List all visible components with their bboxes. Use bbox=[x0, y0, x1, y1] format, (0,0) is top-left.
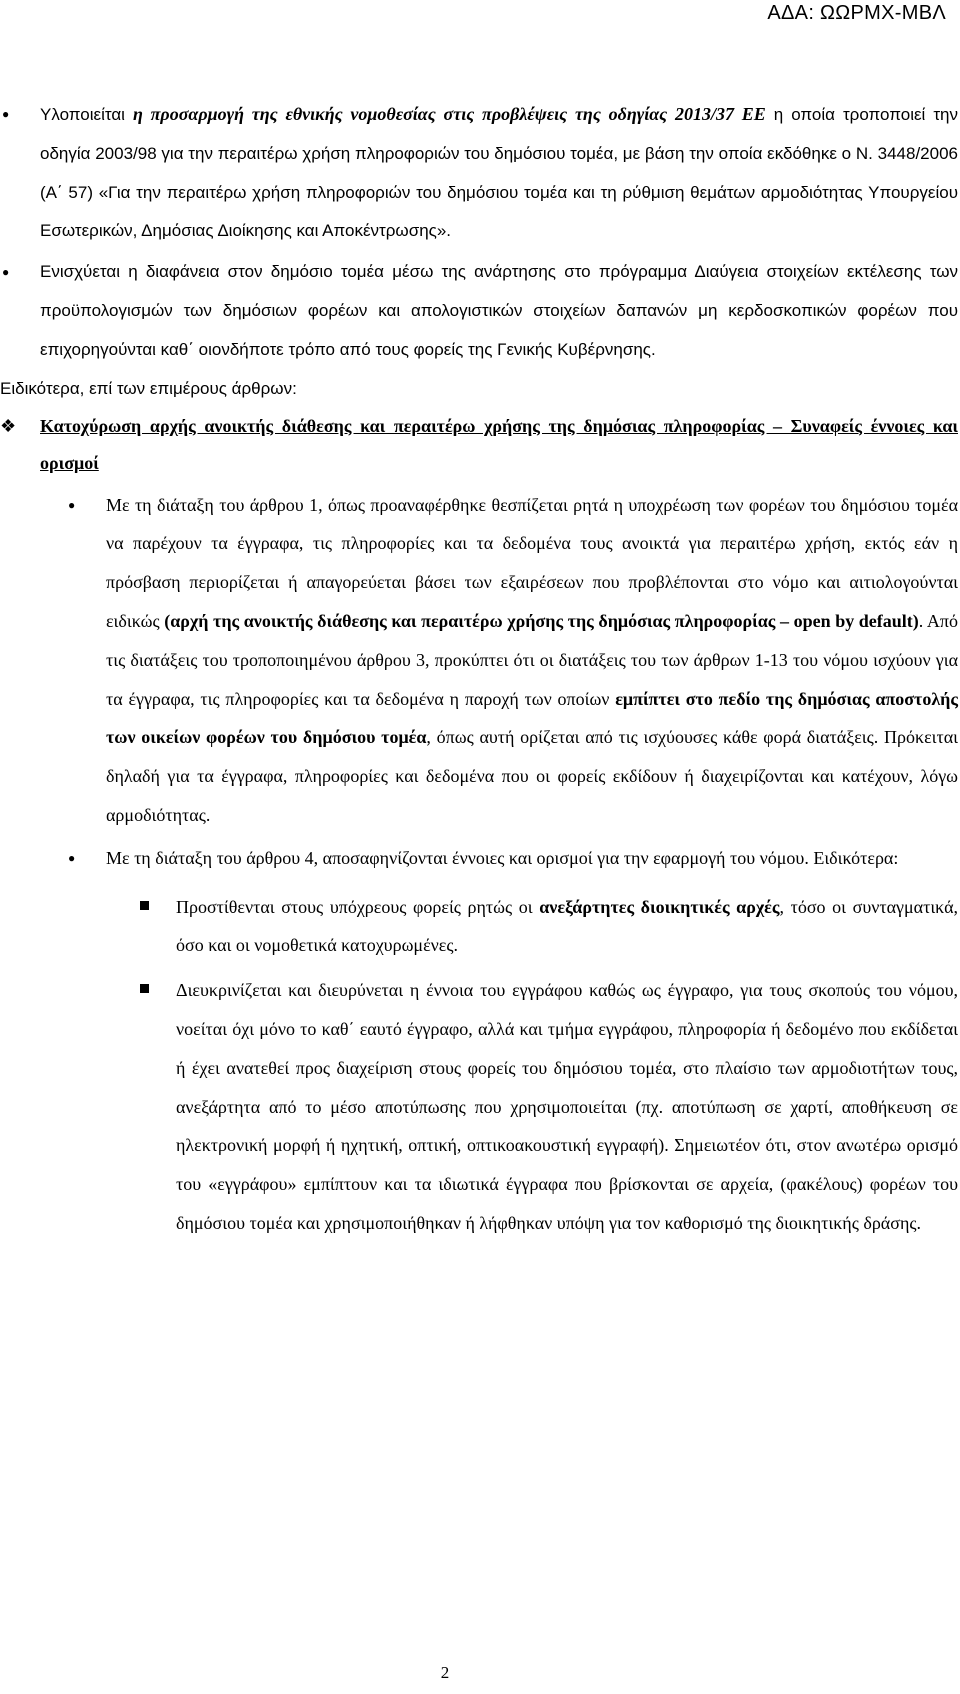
top-bullet-list bbox=[0, 95, 958, 370]
intro-text: Ειδικότερα, επί των επιμέρους άρθρων: bbox=[0, 378, 297, 398]
document-code: ΑΔΑ: ΩΩΡΜΧ-ΜΒΛ bbox=[767, 2, 946, 24]
article-bullet-list bbox=[0, 486, 958, 878]
list-item: Προστίθενται στους υπόχρεους φορείς ρητώς οι ανεξάρτητες διοικητικές αρχές, τόσο οι συνταγματικά, όσο και οι νομοθετικά κατοχυρωμένες. bbox=[0, 888, 958, 966]
bullet-dot-icon: ● bbox=[68, 850, 76, 865]
list-item: ● Υλοποιείται η προσαρμογή της εθνικής νομοθεσίας στις προβλέψεις της οδηγίας 2013/37 ΕΕ η οποία τροποποιεί την οδηγία 2003/98 για την περαιτέρω χρήση πληροφοριών του δημόσιου τομέα, με βάση την οποία εκδόθηκε ο Ν. 3448/2006 (Α΄ 57) «Για την περαιτέρω χρήση πληροφοριών του δημόσιου τομέα και τη ρύθμιση θεμάτων αρμοδιότητας Υπουργείου Εσωτερικών, Δημόσιας Διοίκησης και Αποκέντρωσης». bbox=[0, 95, 958, 251]
list-item: ● Με τη διάταξη του άρθρου 1, όπως προαναφέρθηκε θεσπίζεται ρητά η υποχρέωση των φορέων του δημόσιου τομέα να παρέχουν τα έγγραφα, τις πληροφορίες και τα δεδομένα τους ανοικτά για περαιτέρω χρήση, εκτός εάν η πρόσβαση περιορίζεται ή απαγορεύεται βάσει των εξαιρέσεων που προβλέπονται στο νόμο και αιτιολογούνται ειδικώς (αρχή της ανοικτής διάθεσης και περαιτέρω χρήσης της δημόσιας πληροφορίας – open by default). Από τις διατάξεις του τροποποιημένου άρθρου 3, προκύπτει ότι οι διατάξεις του των άρθρων 1-13 του νόμου ισχύουν για τα έγγραφα, τις πληροφορίες και τα δεδομένα η παροχή των οποίων εμπίπτει στο πεδίο της δημόσιας αποστολής των οικείων φορέων του δημόσιου τομέα, όπως αυτή ορίζεται από τις ισχύουσες κάθε φορά διατάξεις. Πρόκειται δηλαδή για τα έγγραφα, πληροφορίες και δεδομένα που οι φορείς εκδίδουν ή διαχειρίζονται και κατέχουν, λόγω αρμοδιότητας. bbox=[0, 486, 958, 835]
list-item: ● Ενισχύεται η διαφάνεια στον δημόσιο τομέα μέσω της ανάρτησης στο πρόγραμμα Διαύγεια στοιχείων εκτέλεσης των προϋπολογισμών των δημόσιων φορέων και απολογιστικών στοιχείων δαπανών μη κερδοσκοπικών φορέων που επιχορηγούνται καθ΄ οιονδήποτε τρόπο από τους φορείς της Γενικής Κυβέρνησης. bbox=[0, 253, 958, 369]
document-body bbox=[0, 95, 958, 1243]
list-item: Διευκρινίζεται και διευρύνεται η έννοια του εγγράφου καθώς ως έγγραφο, για τους σκοπούς του νόμου, νοείται όχι μόνο το καθ΄ εαυτό έγγραφο, αλλά και τμήμα εγγράφου, πληροφορία ή δεδομένο που εκδίδεται ή έχει ανατεθεί προς διαχείριση στους φορείς του δημόσιου τομέα, στο πλαίσιο των αρμοδιοτήτων τους, ανεξάρτητα από το μέσο αποτύπωσης που χρησιμοποιείται (πχ. αποτύπωση σε χαρτί, αποθήκευση σε ηλεκτρονική μορφή ή ηχητική, οπτική, οπτικοακουστική εγγραφή). Σημειωτέον ότι, στον ανωτέρω ορισμό του «εγγράφου» εμπίπτουν και τα ιδιωτικά έγγραφα που βρίσκονται σε αρχεία, (φακέλους) φορέων του δημόσιου τομέα και χρησιμοποιήθηκαν ή λήφθηκαν υπόψη για τον καθορισμό της διοικητικής δράσης. bbox=[0, 971, 958, 1243]
page-number: 2 bbox=[440, 1663, 450, 1682]
definition-sub-list bbox=[0, 888, 958, 1243]
square-bullet-icon bbox=[140, 901, 149, 910]
square-bullet-icon bbox=[140, 984, 149, 993]
section-heading: ❖ Κατοχύρωση αρχής ανοικτής διάθεσης και περαιτέρω χρήσης της δημόσιας πληροφορίας – Συναφείς έννοιες και ορισμοί bbox=[0, 408, 958, 482]
list-item: ● Με τη διάταξη του άρθρου 4, αποσαφηνίζονται έννοιες και ορισμοί για την εφαρμογή του νόμου. Ειδικότερα: bbox=[0, 839, 958, 878]
bullet-dot-icon: ● bbox=[68, 497, 76, 512]
bullet-dot-icon: ● bbox=[2, 265, 10, 280]
bullet-dot-icon: ● bbox=[2, 107, 10, 121]
diamond-bullet-icon: ❖ bbox=[0, 415, 17, 436]
